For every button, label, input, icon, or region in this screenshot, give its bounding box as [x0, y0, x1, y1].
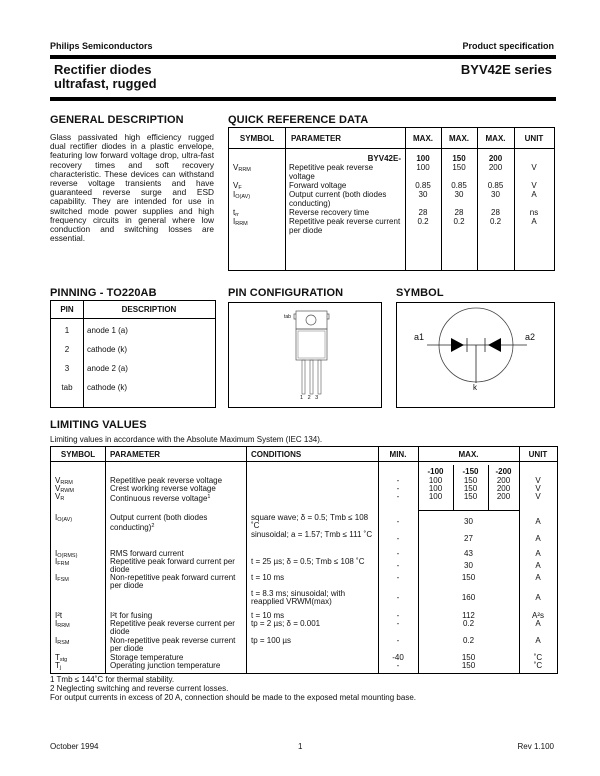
pin-col-description: DESCRIPTION: [121, 305, 177, 314]
lim-parameter: Continuous reverse voltage$^1$: [110, 494, 211, 503]
qrd-type-100: 100: [416, 154, 430, 163]
lim-parameter: Storage temperature: [110, 653, 184, 662]
lim-symbol: $T_{stg}$: [55, 653, 68, 663]
lim-parameter: Output current (both diodes conducting)$^2$: [110, 513, 208, 532]
lim-max: 150: [463, 492, 478, 501]
lim-parameter: Repetitive peak reverse current per diode: [110, 619, 235, 636]
lim-min: -: [396, 636, 400, 645]
qrd-col-max-2: MAX.: [449, 134, 469, 143]
qrd-symbol: $V_F$: [233, 181, 242, 191]
lim-unit: A: [535, 636, 541, 645]
lim-variant-100: -100: [427, 467, 444, 476]
lim-max: 27: [464, 534, 473, 543]
lim-parameter: Non-repetitive peak forward current per diode: [110, 573, 236, 590]
lim-col-parameter: PARAMETER: [110, 450, 161, 459]
lim-symbol: $I_{RRM}$: [55, 619, 70, 629]
qrd-unit: A: [531, 190, 537, 199]
qrd-value: 0.2: [489, 217, 502, 226]
lim-conditions: t = 10 ms: [251, 573, 285, 582]
pin-number-labels: 1 2 3: [300, 395, 320, 401]
qrd-value: 100: [416, 163, 430, 172]
lim-min: -: [396, 573, 400, 582]
qrd-value: 30: [454, 190, 464, 199]
qrd-unit: A: [531, 217, 537, 226]
lim-unit: A: [535, 534, 541, 543]
lim-unit: V: [535, 492, 541, 501]
qrd-value: 0.85: [487, 181, 504, 190]
lim-symbol: I²t: [55, 611, 63, 620]
qrd-parameter: Repetitive peak reverse voltage: [289, 163, 374, 181]
lim-col-min: MIN.: [389, 450, 407, 459]
qrd-value: 200: [488, 163, 503, 172]
qrd-value: 28: [491, 208, 500, 217]
pin-configuration-heading: PIN CONFIGURATION: [228, 287, 344, 299]
lim-max: 150: [463, 484, 478, 493]
lim-conditions: t = 8.3 ms; sinusoidal; with reapplied VRWM(max): [251, 589, 346, 606]
to220-package-icon: [229, 303, 381, 407]
qrd-unit: V: [531, 163, 537, 172]
symbol-label-a2: a2: [525, 332, 536, 342]
qrd-value: 0.2: [417, 217, 429, 226]
qrd-symbol: $t_{rr}$: [233, 208, 239, 218]
lim-conditions: t = 10 ms: [251, 611, 285, 620]
lim-min: -: [396, 534, 400, 543]
lim-parameter: Crest working reverse voltage: [110, 484, 216, 493]
lim-col-unit: UNIT: [528, 450, 548, 459]
lim-parameter: Repetitive peak reverse voltage: [110, 476, 223, 485]
symbol-label-k: k: [473, 383, 477, 392]
lim-max: 112: [462, 611, 475, 620]
qrd-unit: ns: [529, 208, 539, 217]
footnote-2: 2 Neglecting switching and reverse current losses.: [50, 684, 229, 693]
lim-min: -: [396, 549, 400, 558]
lim-min: -: [396, 492, 400, 501]
pin-description: anode 1 (a): [87, 326, 128, 335]
lim-max: 160: [461, 593, 476, 602]
lim-max: 200: [496, 492, 511, 501]
lim-min: -: [396, 661, 400, 670]
quick-reference-table: [228, 127, 555, 271]
limiting-values-heading: LIMITING VALUES: [50, 419, 147, 431]
lim-unit: ˚C: [533, 661, 543, 670]
lim-unit: V: [535, 484, 541, 493]
lim-min: -: [396, 593, 400, 602]
pin-description: cathode (k): [87, 383, 128, 392]
pin-description: cathode (k): [87, 345, 128, 354]
company-name: Philips Semiconductors: [50, 41, 153, 51]
pin-col-pin: PIN: [60, 305, 74, 314]
limiting-values-intro: Limiting values in accordance with the Absolute Maximum System (IEC 134).: [50, 435, 323, 444]
lim-max: 200: [496, 476, 511, 485]
lim-max: 150: [461, 661, 476, 670]
qrd-type-label: BYV42E-: [367, 154, 401, 163]
pin-number: 2: [64, 345, 70, 354]
qrd-parameter: Repetitive peak reverse current per diode: [289, 217, 401, 235]
qrd-symbol: $I_{O(AV)}$: [233, 190, 251, 200]
qrd-symbol: $I_{RRM}$: [233, 217, 248, 227]
lim-max: 43: [464, 549, 473, 558]
footnote-3: For output currents in excess of 20 A, connection should be made to the exposed metal mounting base.: [50, 693, 416, 702]
lim-parameter: RMS forward current: [110, 549, 184, 558]
document-type: Product specification: [462, 41, 554, 51]
qrd-value: 0.2: [453, 217, 465, 226]
lim-unit: A: [535, 549, 541, 558]
lim-symbol: $T_j$: [55, 661, 62, 671]
lim-conditions: tp = 2 µs; δ = 0.001: [251, 619, 321, 628]
qrd-value: 28: [454, 208, 464, 217]
footer-page-number: 1: [298, 742, 303, 751]
title-line-2: ultrafast, rugged: [54, 76, 157, 91]
lim-max: 200: [496, 484, 511, 493]
lim-conditions: square wave; δ = 0.5; Tmb ≤ 108 ˚C: [251, 513, 369, 530]
qrd-parameter: Forward voltage: [289, 181, 347, 190]
lim-unit: A: [535, 573, 541, 582]
lim-unit: A: [535, 517, 541, 526]
lim-max: 100: [428, 492, 443, 501]
qrd-col-max-3: MAX.: [485, 134, 506, 143]
lim-variant-200: -200: [495, 467, 512, 476]
symbol-heading: SYMBOL: [396, 287, 444, 299]
lim-unit: A: [535, 593, 541, 602]
pinning-heading: PINNING - TO220AB: [50, 287, 157, 299]
lim-symbol: $V_R$: [55, 492, 65, 502]
pin-number: tab: [61, 383, 73, 392]
qrd-unit: V: [531, 181, 537, 190]
symbol-figure: [396, 302, 555, 408]
lim-max: 0.2: [462, 619, 475, 628]
lim-min: -40: [392, 653, 404, 662]
qrd-col-parameter: PARAMETER: [291, 134, 342, 143]
header-rule-bottom: [50, 97, 556, 101]
lim-unit: A: [535, 561, 541, 570]
lim-symbol: $V_{RWM}$: [55, 484, 74, 494]
lim-unit: V: [535, 476, 541, 485]
qrd-value: 0.85: [415, 181, 431, 190]
lim-symbol: $I_{O(AV)}$: [55, 513, 73, 523]
qrd-value: 0.85: [451, 181, 467, 190]
lim-unit: ˚C: [533, 653, 543, 662]
lim-parameter: Non-repetitive peak reverse current per diode: [110, 636, 236, 653]
qrd-parameter: Output current (both diodes conducting): [289, 190, 387, 208]
lim-symbol: $I_{FRM}$: [55, 557, 70, 567]
lim-unit: A: [535, 619, 541, 628]
lim-conditions: t = 25 µs; δ = 0.5; Tmb ≤ 108 ˚C: [251, 557, 365, 566]
lim-min: -: [396, 476, 400, 485]
lim-max: 100: [428, 484, 443, 493]
limiting-values-table: [50, 446, 558, 674]
footnotes: [50, 675, 416, 702]
lim-parameter: Repetitive peak forward current per diode: [110, 557, 235, 574]
pin-number: 1: [64, 326, 70, 335]
qrd-type-150: 150: [452, 154, 466, 163]
footer-date: October 1994: [50, 742, 99, 751]
lim-min: -: [396, 611, 400, 620]
title-line-1: Rectifier diodes: [54, 62, 152, 77]
lim-col-conditions: CONDITIONS: [251, 450, 302, 459]
qrd-col-max-1: MAX.: [413, 134, 433, 143]
pinning-table: [50, 300, 216, 408]
footnote-1: 1 Tmb ≤ 144˚C for thermal stability.: [50, 675, 175, 684]
document-title: [54, 63, 157, 91]
lim-col-symbol: SYMBOL: [60, 450, 96, 459]
quick-reference-heading: QUICK REFERENCE DATA: [228, 114, 369, 126]
tab-label: tab: [284, 314, 291, 320]
lim-conditions: sinusoidal; a = 1.57; Tmb ≤ 111 ˚C: [251, 530, 373, 539]
footer-revision: Rev 1.100: [517, 742, 554, 751]
lim-max: 100: [428, 476, 443, 485]
qrd-col-symbol: SYMBOL: [239, 134, 275, 143]
lim-symbol: $I_{RSM}$: [55, 636, 70, 646]
lim-max: 30: [464, 517, 473, 526]
lim-min: -: [396, 484, 400, 493]
lim-max: 150: [461, 653, 476, 662]
lim-unit: A²s: [532, 611, 544, 620]
qrd-symbol: $V_{RRM}$: [233, 163, 251, 173]
qrd-col-unit: UNIT: [524, 134, 544, 143]
header-rule-top: [50, 55, 556, 59]
qrd-value: 150: [452, 163, 466, 172]
pin-description: anode 2 (a): [87, 364, 128, 373]
qrd-value: 28: [418, 208, 428, 217]
lim-min: -: [396, 619, 400, 628]
qrd-value: 30: [491, 190, 500, 199]
qrd-value: 30: [418, 190, 428, 199]
lim-symbol: $I_{FSM}$: [55, 573, 69, 583]
series-name: BYV42E series: [460, 62, 552, 77]
lim-min: -: [396, 517, 400, 526]
lim-min: -: [396, 561, 400, 570]
lim-parameter: I²t for fusing: [110, 611, 153, 620]
lim-max: 150: [461, 573, 476, 582]
lim-parameter: Operating junction temperature: [110, 661, 221, 670]
pin-configuration-figure: [228, 302, 382, 408]
lim-conditions: tp = 100 µs: [251, 636, 291, 645]
lim-variant-150: -150: [462, 467, 479, 476]
pin-number: 3: [64, 364, 70, 373]
qrd-type-200: 200: [488, 154, 503, 163]
lim-max: 150: [463, 476, 478, 485]
general-description-text: Glass passivated high efficiency rugged dual rectifier diodes in a plastic envelope, featuring low forward voltage drop, ultra-fast recovery times and soft recovery characteristic. These devices can withstand reverse voltage transients and have guaranteed reverse surge and ESD capability. They are intended for use in switched mode power supplies and high frequency circuits in general where low conduction and switching losses are essential.: [50, 132, 214, 244]
symbol-label-a1: a1: [414, 332, 425, 342]
lim-symbol: $V_{RRM}$: [55, 476, 73, 486]
lim-max: 30: [464, 561, 473, 570]
qrd-parameter: Reverse recovery time: [289, 208, 370, 217]
general-description-heading: GENERAL DESCRIPTION: [50, 114, 184, 126]
lim-col-max: MAX.: [458, 450, 479, 459]
lim-symbol: $I_{O(RMS)}$: [55, 549, 78, 559]
lim-max: 0.2: [462, 636, 475, 645]
